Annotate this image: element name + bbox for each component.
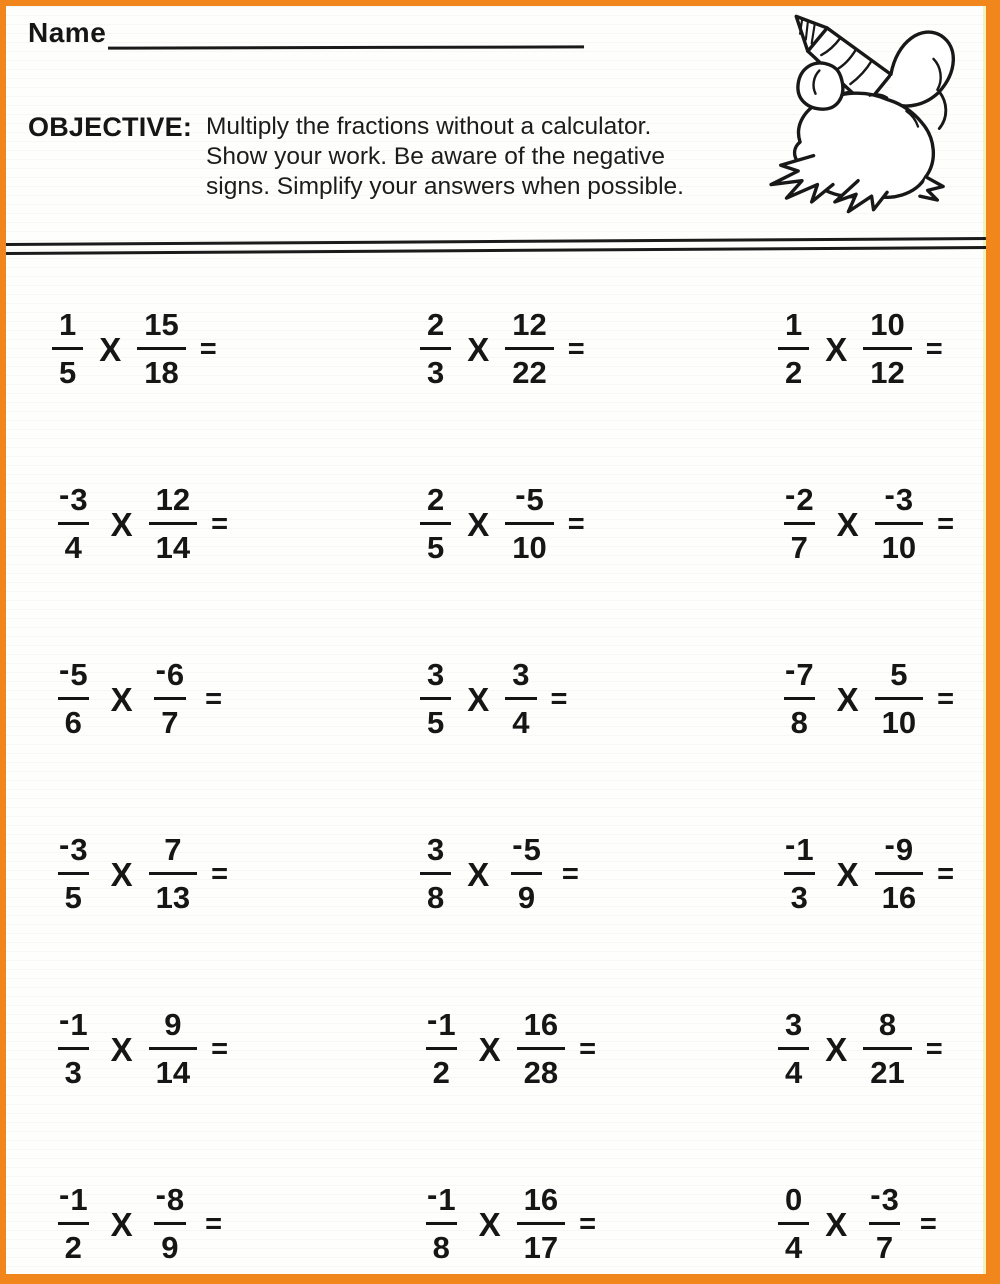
fraction-numerator: -6 xyxy=(155,652,185,692)
name-blank-line[interactable] xyxy=(108,11,584,49)
equals-sign: = xyxy=(937,858,955,890)
negative-sign: - xyxy=(427,1002,438,1037)
fraction-numerator: -3 xyxy=(884,477,914,517)
first-fraction xyxy=(52,1177,95,1265)
multiply-sign: X xyxy=(467,505,490,543)
fraction-numerator: -7 xyxy=(785,652,814,692)
second-fraction xyxy=(863,1177,906,1265)
second-fraction xyxy=(505,477,553,565)
fraction-numerator: -8 xyxy=(155,1177,185,1217)
second-fraction xyxy=(149,1177,192,1265)
fraction-numerator: 2 xyxy=(427,482,445,517)
negative-sign: - xyxy=(515,477,526,512)
second-fraction xyxy=(875,477,923,565)
problems-grid xyxy=(6,261,986,1284)
fraction-numerator: 7 xyxy=(164,832,182,867)
first-fraction xyxy=(52,827,95,915)
first-fraction xyxy=(420,832,451,915)
fraction-numerator: 0 xyxy=(785,1182,803,1217)
multiply-sign: X xyxy=(110,855,133,893)
fraction-numerator: 10 xyxy=(870,307,905,342)
equals-sign: = xyxy=(579,1033,597,1065)
answer-space[interactable] xyxy=(585,317,655,381)
fraction-denominator: 22 xyxy=(505,347,553,390)
objective-line: Show your work. Be aware of the negative xyxy=(206,143,665,170)
fraction-denominator: 4 xyxy=(58,522,89,565)
fraction-numerator: -5 xyxy=(515,477,544,517)
first-fraction xyxy=(778,307,809,390)
problem-11 xyxy=(420,786,778,961)
equals-sign: = xyxy=(211,508,229,540)
problem-7 xyxy=(52,611,420,786)
second-fraction xyxy=(149,1007,197,1090)
answer-space[interactable] xyxy=(937,1192,1000,1256)
fraction-numerator: 5 xyxy=(890,657,908,692)
second-fraction xyxy=(505,827,548,915)
fraction-denominator: 6 xyxy=(58,697,89,740)
fraction-denominator: 5 xyxy=(420,697,451,740)
multiply-sign: X xyxy=(467,680,490,718)
fraction-denominator: 5 xyxy=(420,522,451,565)
fraction-denominator: 28 xyxy=(517,1047,565,1090)
fraction-denominator: 18 xyxy=(137,347,185,390)
fraction-numerator: 12 xyxy=(155,482,191,517)
multiply-sign: X xyxy=(836,505,859,543)
first-fraction xyxy=(778,1182,809,1265)
equals-sign: = xyxy=(550,683,568,715)
answer-space[interactable] xyxy=(228,1017,298,1081)
fraction-denominator: 2 xyxy=(58,1222,89,1265)
fraction-denominator: 4 xyxy=(778,1047,809,1090)
fraction-numerator: 12 xyxy=(512,307,547,342)
equals-sign: = xyxy=(205,683,223,715)
multiply-sign: X xyxy=(110,1205,133,1243)
equals-sign: = xyxy=(919,1208,937,1240)
problem-16 xyxy=(52,1136,420,1284)
multiply-sign: X xyxy=(110,1030,133,1068)
second-fraction xyxy=(875,827,923,915)
equals-sign: = xyxy=(561,858,579,890)
answer-space[interactable] xyxy=(954,492,1000,556)
negative-sign: - xyxy=(785,827,796,862)
second-fraction xyxy=(505,307,553,390)
fraction-denominator: 17 xyxy=(517,1222,565,1265)
negative-sign: - xyxy=(59,827,70,862)
objective-label: OBJECTIVE: xyxy=(28,112,193,142)
name-row xyxy=(28,12,584,49)
fraction-numerator: 9 xyxy=(164,1007,182,1042)
negative-sign: - xyxy=(155,1177,166,1212)
negative-sign: - xyxy=(870,1177,881,1212)
answer-space[interactable] xyxy=(596,1017,666,1081)
answer-space[interactable] xyxy=(222,667,292,731)
answer-space[interactable] xyxy=(943,317,1000,381)
second-fraction xyxy=(149,832,197,915)
fraction-numerator: -1 xyxy=(59,1002,88,1042)
negative-sign: - xyxy=(785,652,796,687)
answer-space[interactable] xyxy=(217,317,287,381)
negative-sign: - xyxy=(512,827,523,862)
multiply-sign: X xyxy=(478,1030,501,1068)
fraction-denominator: 16 xyxy=(875,872,923,915)
second-fraction xyxy=(863,1007,911,1090)
negative-sign: - xyxy=(59,477,70,512)
fraction-numerator: 3 xyxy=(427,657,445,692)
answer-space[interactable] xyxy=(596,1192,666,1256)
answer-space[interactable] xyxy=(567,667,637,731)
negative-sign: - xyxy=(59,1177,70,1212)
multiply-sign: X xyxy=(478,1205,501,1243)
fraction-numerator: -9 xyxy=(884,827,914,867)
multiply-sign: X xyxy=(467,330,490,368)
fraction-numerator: -1 xyxy=(59,1177,88,1217)
fraction-numerator: -5 xyxy=(59,652,88,692)
negative-sign: - xyxy=(884,827,895,862)
first-fraction xyxy=(420,482,451,565)
multiply-sign: X xyxy=(467,855,490,893)
multiply-sign: X xyxy=(836,855,859,893)
divider-line xyxy=(6,246,986,255)
fraction-numerator: -1 xyxy=(427,1177,456,1217)
fraction-denominator: 4 xyxy=(778,1222,809,1265)
fraction-numerator: -1 xyxy=(785,827,814,867)
fraction-denominator: 2 xyxy=(778,347,809,390)
fraction-denominator: 10 xyxy=(875,522,923,565)
equals-sign: = xyxy=(567,508,585,540)
problem-1 xyxy=(52,261,420,436)
problem-3 xyxy=(778,261,1000,436)
problem-6 xyxy=(778,436,1000,611)
negative-sign: - xyxy=(884,477,895,512)
fraction-denominator: 9 xyxy=(511,872,542,915)
first-fraction xyxy=(52,477,95,565)
answer-space[interactable] xyxy=(954,842,1000,906)
equals-sign: = xyxy=(925,333,943,365)
fraction-numerator: -3 xyxy=(870,1177,899,1217)
first-fraction xyxy=(420,657,451,740)
fraction-denominator: 9 xyxy=(154,1222,185,1265)
first-fraction xyxy=(52,652,95,740)
negative-sign: - xyxy=(427,1177,438,1212)
fraction-numerator: 15 xyxy=(144,307,179,342)
fraction-numerator: 3 xyxy=(427,832,445,867)
second-fraction xyxy=(875,657,923,740)
fraction-numerator: 1 xyxy=(785,307,803,342)
equals-sign: = xyxy=(937,683,955,715)
fraction-numerator: -3 xyxy=(59,827,88,867)
objective-block xyxy=(28,112,684,202)
second-fraction xyxy=(137,307,185,390)
answer-space[interactable] xyxy=(943,1017,1000,1081)
first-fraction xyxy=(52,307,83,390)
equals-sign: = xyxy=(205,1208,223,1240)
multiply-sign: X xyxy=(825,1030,848,1068)
fraction-denominator: 14 xyxy=(149,522,197,565)
fraction-denominator: 5 xyxy=(58,872,89,915)
answer-space[interactable] xyxy=(222,1192,292,1256)
fraction-denominator: 7 xyxy=(869,1222,900,1265)
fraction-denominator: 5 xyxy=(52,347,83,390)
fraction-numerator: 3 xyxy=(512,657,530,692)
answer-space[interactable] xyxy=(579,842,649,906)
problem-9 xyxy=(778,611,1000,786)
answer-space[interactable] xyxy=(585,492,655,556)
problem-14 xyxy=(420,961,778,1136)
fraction-denominator: 8 xyxy=(784,697,815,740)
equals-sign: = xyxy=(199,333,217,365)
fraction-denominator: 10 xyxy=(875,697,923,740)
fraction-denominator: 3 xyxy=(784,872,815,915)
answer-space[interactable] xyxy=(228,842,298,906)
fraction-denominator: 7 xyxy=(154,697,185,740)
problem-12 xyxy=(778,786,1000,961)
fraction-denominator: 12 xyxy=(863,347,911,390)
first-fraction xyxy=(778,827,821,915)
negative-sign: - xyxy=(59,652,70,687)
answer-space[interactable] xyxy=(954,667,1000,731)
multiply-sign: X xyxy=(110,680,133,718)
problem-18 xyxy=(778,1136,1000,1284)
problem-17 xyxy=(420,1136,778,1284)
problem-8 xyxy=(420,611,778,786)
multiply-sign: X xyxy=(99,330,122,368)
first-fraction xyxy=(778,1007,809,1090)
negative-sign: - xyxy=(785,477,796,512)
fraction-numerator: 2 xyxy=(427,307,445,342)
fraction-denominator: 10 xyxy=(505,522,553,565)
first-fraction xyxy=(778,477,821,565)
fraction-numerator: 3 xyxy=(785,1007,803,1042)
multiply-sign: X xyxy=(836,680,859,718)
section-divider xyxy=(6,237,986,261)
first-fraction xyxy=(52,1002,95,1090)
divider-line xyxy=(6,237,986,246)
first-fraction xyxy=(420,1002,463,1090)
second-fraction xyxy=(149,652,192,740)
multiply-sign: X xyxy=(825,1205,848,1243)
negative-sign: - xyxy=(155,652,166,687)
fraction-numerator: 16 xyxy=(523,1007,559,1042)
fraction-denominator: 14 xyxy=(149,1047,197,1090)
problem-13 xyxy=(52,961,420,1136)
fraction-denominator: 4 xyxy=(505,697,536,740)
fraction-numerator: -1 xyxy=(427,1002,456,1042)
second-fraction xyxy=(149,482,197,565)
multiply-sign: X xyxy=(825,330,848,368)
second-fraction xyxy=(517,1007,565,1090)
bird-holding-pencil-illustration xyxy=(744,8,976,220)
fraction-numerator: 8 xyxy=(878,1007,897,1042)
equals-sign: = xyxy=(925,1033,943,1065)
answer-space[interactable] xyxy=(228,492,298,556)
problem-10 xyxy=(52,786,420,961)
fraction-numerator: -3 xyxy=(59,477,88,517)
first-fraction xyxy=(778,652,821,740)
fraction-numerator: -5 xyxy=(512,827,541,867)
multiply-sign: X xyxy=(110,505,133,543)
equals-sign: = xyxy=(579,1208,597,1240)
fraction-denominator: 8 xyxy=(420,872,451,915)
problem-4 xyxy=(52,436,420,611)
fraction-numerator: 16 xyxy=(523,1182,559,1217)
equals-sign: = xyxy=(211,1033,229,1065)
fraction-numerator: 1 xyxy=(59,307,77,342)
problem-5 xyxy=(420,436,778,611)
equals-sign: = xyxy=(937,508,955,540)
first-fraction xyxy=(420,307,451,390)
equals-sign: = xyxy=(211,858,229,890)
fraction-denominator: 21 xyxy=(863,1047,911,1090)
equals-sign: = xyxy=(567,333,585,365)
fraction-denominator: 8 xyxy=(426,1222,457,1265)
problem-15 xyxy=(778,961,1000,1136)
fraction-denominator: 3 xyxy=(420,347,451,390)
fraction-denominator: 13 xyxy=(149,872,197,915)
fraction-denominator: 3 xyxy=(58,1047,89,1090)
second-fraction xyxy=(505,657,536,740)
problem-2 xyxy=(420,261,778,436)
objective-line: signs. Simplify your answers when possible. xyxy=(206,173,684,200)
second-fraction xyxy=(863,307,911,390)
second-fraction xyxy=(517,1182,565,1265)
objective-line: Multiply the fractions without a calculator. xyxy=(206,113,652,140)
negative-sign: - xyxy=(59,1002,70,1037)
fraction-denominator: 7 xyxy=(784,522,815,565)
name-label: Name xyxy=(28,17,107,48)
fraction-denominator: 2 xyxy=(426,1047,457,1090)
objective-text xyxy=(206,112,684,202)
fraction-numerator: -2 xyxy=(785,477,814,517)
first-fraction xyxy=(420,1177,463,1265)
